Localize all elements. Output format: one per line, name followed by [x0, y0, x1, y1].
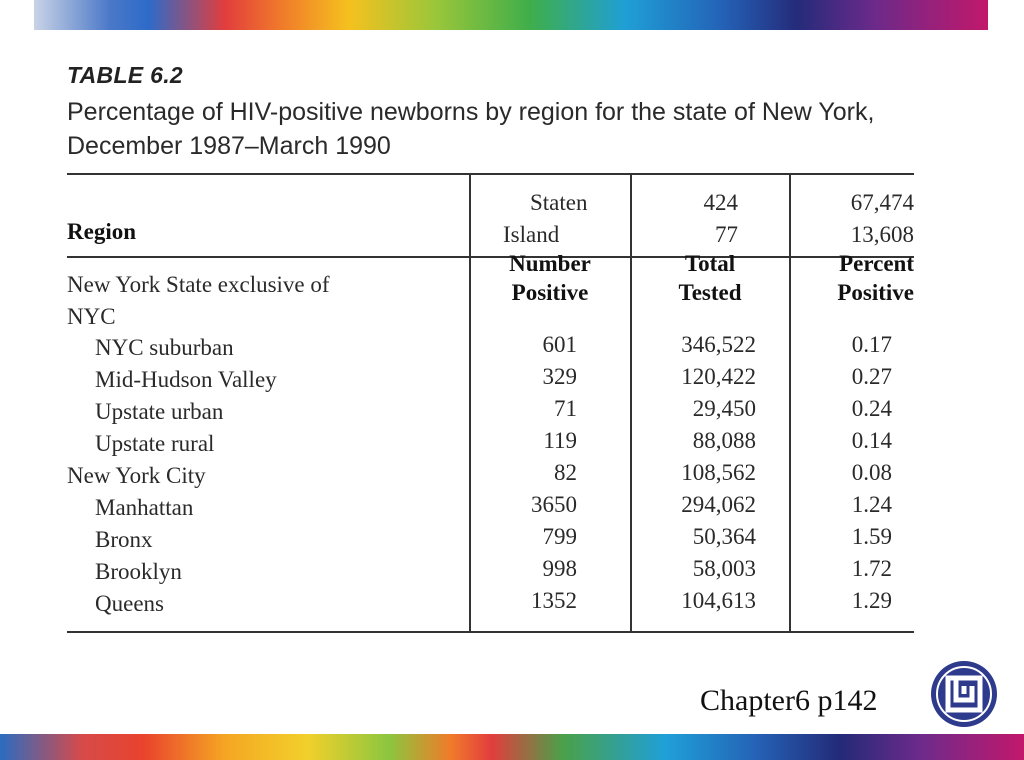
- row-number-positive: 601: [542, 332, 577, 357]
- row-region: Upstate urban: [95, 399, 224, 424]
- staten-label-2: Island: [503, 222, 560, 247]
- row-number-positive: 799: [542, 524, 577, 549]
- staten-label-1: Staten: [530, 190, 588, 215]
- row-number-positive: 3650: [531, 492, 577, 517]
- row-region: Mid-Hudson Valley: [95, 367, 277, 392]
- row-number-positive: 998: [542, 556, 577, 581]
- table-caption: [67, 95, 927, 163]
- row-percent-positive: 0.14: [851, 428, 892, 453]
- row-percent-positive: 1.72: [851, 556, 892, 581]
- row-total-tested: 58,003: [692, 556, 756, 581]
- row-percent-positive: 0.24: [851, 396, 892, 421]
- chapter-page-reference: Chapter6 p142: [700, 684, 878, 717]
- header-number-1: Number: [509, 251, 591, 276]
- column-divider-1: [469, 173, 471, 632]
- group-header-line-1: New York State exclusive of: [67, 272, 330, 297]
- row-percent-positive: 0.27: [851, 364, 892, 389]
- row-number-positive: 1352: [531, 588, 577, 613]
- row-total-tested: 120,422: [681, 364, 756, 389]
- row-total-tested: 50,364: [692, 524, 756, 549]
- column-divider-2: [630, 173, 632, 632]
- staten-value-2: 77: [715, 222, 738, 247]
- row-total-tested: 108,562: [681, 460, 756, 485]
- staten-value-3: 67,474: [850, 190, 914, 215]
- row-total-tested: 294,062: [681, 492, 756, 517]
- column-divider-3: [789, 173, 791, 632]
- row-percent-positive: 0.17: [851, 332, 892, 357]
- staten-value-1: 424: [703, 190, 738, 215]
- row-region: New York City: [67, 463, 206, 488]
- row-region: Brooklyn: [95, 559, 182, 584]
- row-percent-positive: 1.24: [851, 492, 892, 517]
- row-region: Queens: [95, 591, 164, 616]
- caption-line-1: Percentage of HIV-positive newborns by region for the state of New York,: [67, 98, 875, 126]
- staten-value-4: 13,608: [850, 222, 914, 247]
- table-bottom-rule: [67, 631, 914, 633]
- header-percent-1: Percent: [839, 251, 914, 276]
- row-number-positive: 329: [542, 364, 577, 389]
- row-region: Bronx: [95, 527, 153, 552]
- caption-line-2: December 1987–March 1990: [67, 132, 391, 160]
- row-percent-positive: 0.08: [851, 460, 892, 485]
- row-percent-positive: 1.29: [851, 588, 892, 613]
- header-total-1: Total: [684, 251, 736, 276]
- row-percent-positive: 1.59: [851, 524, 892, 549]
- table-label: TABLE 6.2: [67, 62, 184, 88]
- header-percent-2: Positive: [837, 280, 914, 305]
- header-region: Region: [67, 219, 136, 244]
- header-number-2: Positive: [511, 280, 589, 305]
- row-number-positive: 82: [554, 460, 577, 485]
- row-region: Manhattan: [95, 495, 194, 520]
- row-total-tested: 346,522: [681, 332, 756, 357]
- university-seal-icon: [930, 660, 998, 728]
- bottom-color-band: [0, 734, 1024, 760]
- row-region: Upstate rural: [95, 431, 215, 456]
- row-number-positive: 119: [543, 428, 577, 453]
- table-top-rule: [67, 173, 914, 175]
- row-number-positive: 71: [554, 396, 577, 421]
- row-total-tested: 29,450: [692, 396, 756, 421]
- top-color-band: [34, 0, 988, 30]
- row-region: NYC suburban: [95, 335, 234, 360]
- header-total-2: Tested: [678, 280, 742, 305]
- group-header-line-2: NYC: [67, 304, 116, 329]
- row-total-tested: 88,088: [692, 428, 756, 453]
- row-total-tested: 104,613: [681, 588, 756, 613]
